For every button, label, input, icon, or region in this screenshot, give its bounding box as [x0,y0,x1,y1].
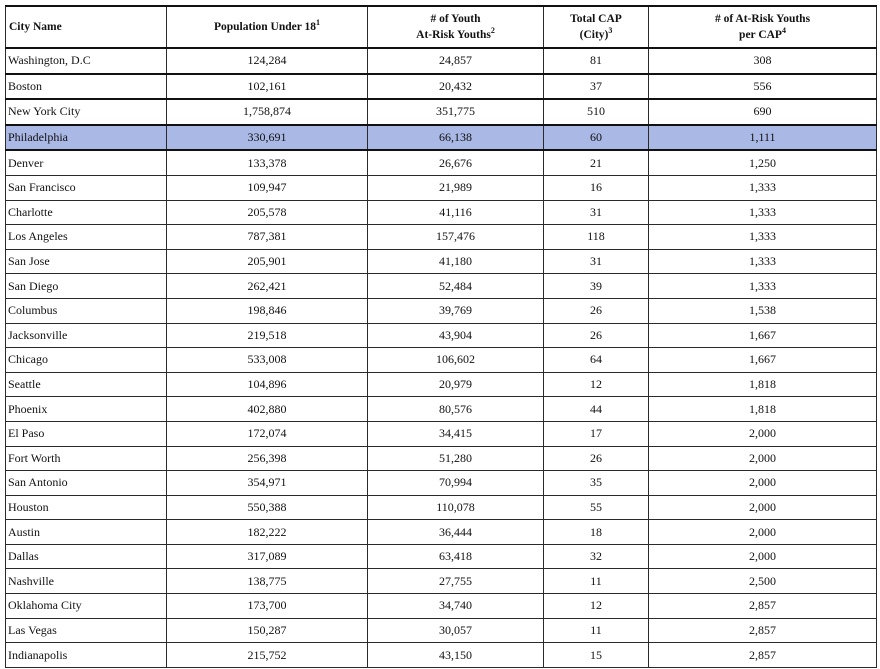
header-population-label: Population Under 18 [213,21,317,33]
cell-city: San Antonio [6,471,167,496]
table-row [6,643,877,668]
table-row [6,421,877,446]
cell-city: Dallas [6,544,167,569]
header-cap-line1: Total CAP [570,13,622,25]
cell-youth-at-risk: 52,484 [368,274,544,299]
cell-youth-at-risk: 80,576 [368,397,544,422]
cell-at-risk-per-cap: 308 [649,48,877,74]
table-row [6,495,877,520]
cell-city: Charlotte [6,200,167,225]
cell-total-cap: 11 [544,569,649,594]
cell-at-risk-per-cap: 2,000 [649,446,877,471]
cell-city: Washington, D.C [6,48,167,74]
cell-total-cap: 16 [544,175,649,200]
cell-at-risk-per-cap: 2,857 [649,594,877,619]
cell-at-risk-per-cap: 2,000 [649,421,877,446]
header-youth-at-risk [368,6,544,48]
cell-population: 104,896 [167,372,368,397]
cell-population: 533,008 [167,348,368,373]
table-row [6,594,877,619]
cell-total-cap: 26 [544,298,649,323]
cell-at-risk-per-cap: 2,000 [649,544,877,569]
cell-at-risk-per-cap: 2,500 [649,569,877,594]
cell-city: Indianapolis [6,643,167,668]
cell-population: 102,161 [167,74,368,100]
header-row [6,6,877,48]
cell-at-risk-per-cap: 1,333 [649,200,877,225]
cell-population: 219,518 [167,323,368,348]
footnote-marker: 4 [781,26,786,36]
cell-youth-at-risk: 106,602 [368,348,544,373]
table-row [6,48,877,74]
table-row [6,544,877,569]
cell-city: Fort Worth [6,446,167,471]
cell-at-risk-per-cap: 1,333 [649,225,877,250]
cell-population: 256,398 [167,446,368,471]
cell-population: 133,378 [167,150,368,175]
cell-youth-at-risk: 20,432 [368,74,544,100]
cell-youth-at-risk: 41,180 [368,249,544,274]
cell-population: 109,947 [167,175,368,200]
cell-at-risk-per-cap: 1,667 [649,323,877,348]
cell-at-risk-per-cap: 2,857 [649,618,877,643]
cell-at-risk-per-cap: 2,000 [649,495,877,520]
cell-at-risk-per-cap: 1,333 [649,249,877,274]
cell-total-cap: 26 [544,446,649,471]
table-row [6,323,877,348]
cell-at-risk-per-cap: 690 [649,99,877,125]
cell-population: 354,971 [167,471,368,496]
cell-youth-at-risk: 39,769 [368,298,544,323]
cell-total-cap: 60 [544,125,649,151]
footnote-marker: 3 [608,26,613,36]
cell-at-risk-per-cap: 1,111 [649,125,877,151]
cell-at-risk-per-cap: 2,000 [649,471,877,496]
cell-total-cap: 31 [544,249,649,274]
cell-city: Las Vegas [6,618,167,643]
cell-at-risk-per-cap: 2,857 [649,643,877,668]
table-header [6,6,877,48]
cell-total-cap: 21 [544,150,649,175]
cell-at-risk-per-cap: 1,333 [649,175,877,200]
cell-population: 330,691 [167,125,368,151]
table-row [6,372,877,397]
cell-at-risk-per-cap: 1,667 [649,348,877,373]
cell-youth-at-risk: 20,979 [368,372,544,397]
table-row [6,471,877,496]
cell-youth-at-risk: 157,476 [368,225,544,250]
cell-total-cap: 12 [544,372,649,397]
header-population [167,6,368,48]
cell-youth-at-risk: 30,057 [368,618,544,643]
cell-city: New York City [6,99,167,125]
table-row [6,274,877,299]
cell-city: Houston [6,495,167,520]
header-city-name [6,6,167,48]
cell-population: 138,775 [167,569,368,594]
cell-total-cap: 15 [544,643,649,668]
cell-at-risk-per-cap: 2,000 [649,520,877,545]
cell-at-risk-per-cap: 1,538 [649,298,877,323]
header-at-risk-per-cap [649,6,877,48]
cell-city: Oklahoma City [6,594,167,619]
cell-population: 173,700 [167,594,368,619]
cell-total-cap: 35 [544,471,649,496]
table-row [6,618,877,643]
cell-youth-at-risk: 36,444 [368,520,544,545]
table-row [6,225,877,250]
cell-population: 205,901 [167,249,368,274]
cell-population: 205,578 [167,200,368,225]
cell-population: 124,284 [167,48,368,74]
cell-youth-at-risk: 43,904 [368,323,544,348]
cell-city: San Diego [6,274,167,299]
cell-youth-at-risk: 41,116 [368,200,544,225]
cell-city: Seattle [6,372,167,397]
cell-at-risk-per-cap: 556 [649,74,877,100]
cell-population: 172,074 [167,421,368,446]
cell-total-cap: 26 [544,323,649,348]
header-per-cap-line1: # of At-Risk Youths [714,13,811,25]
cell-total-cap: 31 [544,200,649,225]
table-row [6,175,877,200]
cell-total-cap: 510 [544,99,649,125]
cell-youth-at-risk: 34,415 [368,421,544,446]
table-row [6,569,877,594]
cell-city: San Francisco [6,175,167,200]
cell-population: 550,388 [167,495,368,520]
cell-youth-at-risk: 24,857 [368,48,544,74]
table-row [6,150,877,175]
cell-population: 150,287 [167,618,368,643]
cell-population: 262,421 [167,274,368,299]
cell-population: 1,758,874 [167,99,368,125]
table-body [6,48,877,667]
cell-city: Columbus [6,298,167,323]
footnote-marker: 2 [490,26,495,36]
cell-city: Los Angeles [6,225,167,250]
cell-total-cap: 11 [544,618,649,643]
cell-population: 402,880 [167,397,368,422]
cell-total-cap: 17 [544,421,649,446]
cell-total-cap: 64 [544,348,649,373]
cell-youth-at-risk: 63,418 [368,544,544,569]
cell-youth-at-risk: 34,740 [368,594,544,619]
cell-youth-at-risk: 51,280 [368,446,544,471]
cell-total-cap: 118 [544,225,649,250]
header-per-cap-line2: per CAP [739,29,782,41]
table-row [6,99,877,125]
cell-total-cap: 18 [544,520,649,545]
cell-population: 787,381 [167,225,368,250]
cell-city: Chicago [6,348,167,373]
header-city-label: City Name [9,21,62,33]
cell-city: Denver [6,150,167,175]
cell-population: 182,222 [167,520,368,545]
cell-at-risk-per-cap: 1,333 [649,274,877,299]
cell-city: Phoenix [6,397,167,422]
header-cap-line2: (City) [579,29,609,41]
cell-total-cap: 44 [544,397,649,422]
cell-youth-at-risk: 110,078 [368,495,544,520]
cell-total-cap: 55 [544,495,649,520]
cell-youth-at-risk: 66,138 [368,125,544,151]
cell-at-risk-per-cap: 1,250 [649,150,877,175]
header-total-cap [544,6,649,48]
cell-total-cap: 81 [544,48,649,74]
table-row [6,520,877,545]
header-youth-line2: At-Risk Youths [416,29,491,41]
cell-city: Austin [6,520,167,545]
cell-city: Nashville [6,569,167,594]
footnote-marker: 1 [316,18,321,28]
cell-at-risk-per-cap: 1,818 [649,372,877,397]
cell-city: Boston [6,74,167,100]
cell-at-risk-per-cap: 1,818 [649,397,877,422]
cell-total-cap: 39 [544,274,649,299]
cell-youth-at-risk: 351,775 [368,99,544,125]
table-row [6,74,877,100]
cell-youth-at-risk: 70,994 [368,471,544,496]
header-youth-line1: # of Youth [430,13,481,25]
table-row [6,446,877,471]
cell-youth-at-risk: 21,989 [368,175,544,200]
table-row [6,200,877,225]
table-row [6,397,877,422]
cell-city: San Jose [6,249,167,274]
cell-total-cap: 32 [544,544,649,569]
table-row-highlighted [6,125,877,151]
cell-population: 215,752 [167,643,368,668]
table-row [6,348,877,373]
at-risk-youth-table [5,5,877,668]
cell-city: Jacksonville [6,323,167,348]
cell-total-cap: 12 [544,594,649,619]
cell-population: 198,846 [167,298,368,323]
cell-total-cap: 37 [544,74,649,100]
cell-city: Philadelphia [6,125,167,151]
cell-population: 317,089 [167,544,368,569]
cell-youth-at-risk: 27,755 [368,569,544,594]
table-row [6,298,877,323]
cell-youth-at-risk: 43,150 [368,643,544,668]
table-row [6,249,877,274]
cell-youth-at-risk: 26,676 [368,150,544,175]
cell-city: El Paso [6,421,167,446]
